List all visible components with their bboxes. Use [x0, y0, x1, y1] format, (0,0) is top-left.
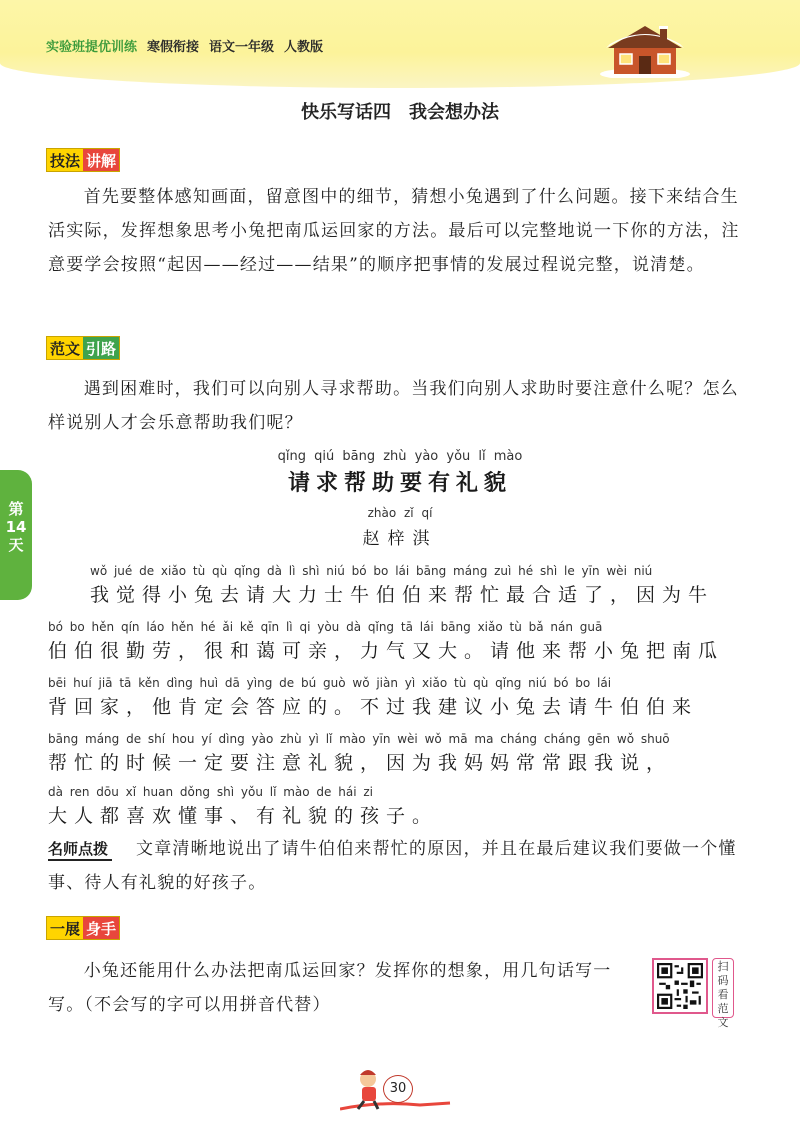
page-title: [0, 98, 800, 124]
day-tab-line1: 第: [8, 500, 24, 518]
badge-sample-b: 引路: [83, 337, 119, 359]
header-subject: 语文一年级: [209, 40, 275, 55]
teacher-tip-text: 文章清晰地说出了请牛伯伯来帮忙的原因，并且在最后建议我们要做一个懂事、待人有礼貌的好孩子。: [48, 839, 737, 893]
badge-sample: [46, 336, 120, 360]
page-header: [0, 0, 800, 88]
story-text-line: 背回家，他肯定会答应的。不过我建议小兔去请牛伯伯来: [48, 696, 699, 718]
snow-house-icon: [600, 22, 690, 78]
badge-technique: [46, 148, 120, 172]
header-title: [46, 36, 323, 55]
story-pinyin-line: dà ren dōu xǐ huan dǒng shì yǒu lǐ mào de hái zi: [48, 785, 373, 799]
technique-paragraph: 首先要整体感知画面，留意图中的细节，猜想小兔遇到了什么问题。接下来结合生活实际，发挥想象思考小兔把南瓜运回家的方法。最后可以完整地说一下你的方法，注意要学会按照“起因——经过——结果”的顺序把事情的发展过程说完整，说清楚。: [48, 187, 740, 275]
page-title-part1: 快乐写话四: [301, 102, 391, 123]
story-title: 请求帮助要有礼貌: [287, 471, 512, 496]
badge-sample-a: 范文: [47, 337, 83, 359]
header-edition: 人教版: [284, 40, 324, 55]
qr-code-icon[interactable]: [652, 958, 708, 1014]
badge-technique-a: 技法: [47, 149, 83, 171]
qr-label: 扫码看范文: [712, 958, 734, 1018]
story-pinyin-line: bāng máng de shí hou yí dìng yào zhù yì lǐ mào yīn wèi wǒ mā ma cháng cháng gēn wǒ shuō: [48, 732, 670, 746]
teacher-tip-label: 名师点拨: [48, 838, 112, 861]
day-tab-line2: 14: [5, 518, 27, 536]
author-pinyin: zhào zǐ qí: [367, 506, 433, 520]
badge-practice-b: 身手: [83, 917, 119, 939]
practice-prompt: 小兔还能用什么办法把南瓜运回家？发挥你的想象，用几句话写一写。（不会写的字可以用拼音代替）: [48, 961, 612, 1015]
page-number: 30: [383, 1075, 413, 1103]
story-pinyin-line: bēi huí jiā tā kěn dìng huì dā yìng de bú guò wǒ jiàn yì xiǎo tù qù qǐng niú bó bo lái: [48, 676, 612, 690]
story-pinyin-line: bó bo hěn qín láo hěn hé ǎi kě qīn lì qi yòu dà qǐng tā lái bāng xiǎo tù bǎ nán guā: [48, 620, 603, 634]
story-pinyin-line: wǒ jué de xiǎo tù qù qǐng dà lì shì niú bó bo lái bāng máng zuì hé shì le yīn wèi niú: [90, 564, 653, 578]
badge-practice: [46, 916, 120, 940]
sample-intro: 遇到困难时，我们可以向别人寻求帮助。当我们向别人求助时要注意什么呢？怎么样说别人才会乐意帮助我们呢？: [48, 379, 739, 433]
story-text-line: 大人都喜欢懂事、有礼貌的孩子。: [48, 805, 439, 827]
badge-practice-a: 一展: [47, 917, 83, 939]
story-author: 赵梓淇: [362, 529, 438, 549]
story-text-line: 伯伯很勤劳，很和蔼可亲，力气又大。请他来帮小兔把南瓜: [48, 640, 725, 662]
page-title-part2: 我会想办法: [409, 102, 499, 123]
story-text-line: 帮忙的时候一定要注意礼貌，因为我妈妈常常跟我说，: [48, 752, 673, 774]
story-title-pinyin: qǐng qiú bāng zhù yào yǒu lǐ mào: [277, 449, 523, 464]
header-brand: 实验班提优训练: [46, 40, 138, 55]
day-tab-line3: 天: [8, 536, 24, 554]
badge-technique-b: 讲解: [83, 149, 119, 171]
story-text-line: 我觉得小兔去请大力士牛伯伯来帮忙最合适了，因为牛: [90, 584, 715, 606]
header-series: 寒假衔接: [147, 40, 200, 55]
qr-pattern: [657, 963, 703, 1009]
